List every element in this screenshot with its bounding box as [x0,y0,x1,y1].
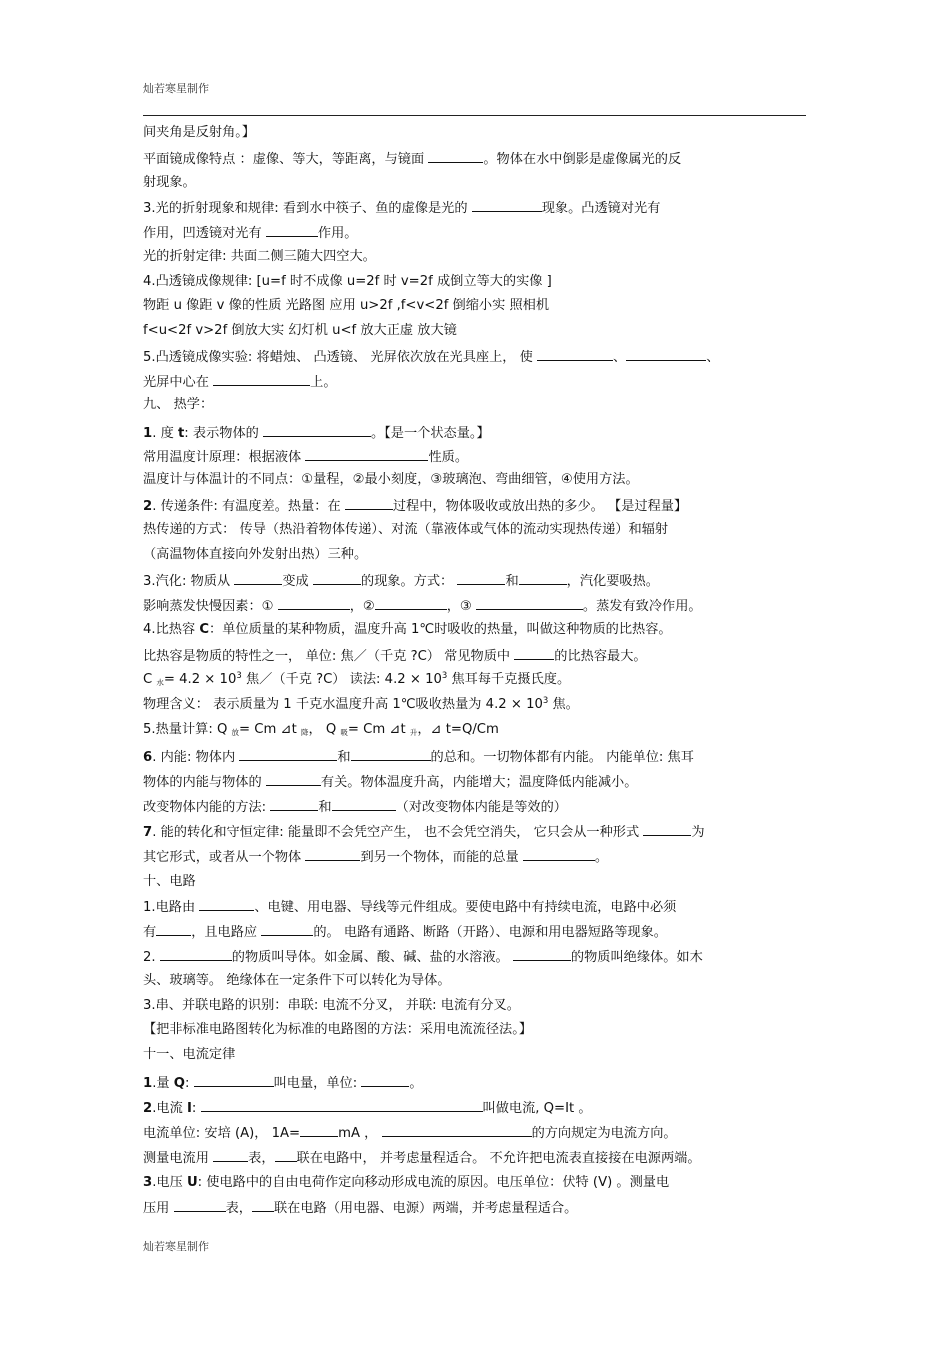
fill-in-blank[interactable] [300,1123,338,1137]
text-segment: 7 [143,825,153,840]
text-segment: 的。 电路有通路、断路（开路）、电源和用电器短路等现象。 [313,925,667,940]
text-segment: 物理含义： 表示质量为 1 千克水温度升高 1℃吸收热量为 4.2 × 10 [143,697,543,712]
fill-in-blank[interactable] [361,1073,409,1087]
text-segment: = 4.2 × 10 [163,672,237,687]
text-segment: 物体的内能与物体的 [143,775,266,790]
text-segment: 1 [143,426,153,441]
text-segment: 测量电流用 [143,1151,214,1166]
text-segment: I [186,1101,192,1116]
text-segment: ，汽化要吸热。 [566,574,659,589]
text-segment: 光屏中心在 [143,375,214,390]
text-line [143,922,667,942]
text-line [143,1198,577,1218]
text-segment: 上。 [310,375,337,390]
text-segment: 影响蒸发快慢因素：① [143,599,278,614]
page-footer: 灿若寒星制作 [143,1240,209,1253]
text-segment: = Cm ⊿t [347,722,410,737]
text-line [143,873,196,891]
text-segment: t [177,426,185,441]
fill-in-blank[interactable] [213,1148,248,1162]
text-segment: （对改变物体内能是等效的） [395,800,567,815]
text-segment: 5.热量计算: Q [143,722,232,737]
text-line [143,396,213,414]
fill-in-blank[interactable] [199,897,254,911]
text-line [143,248,376,266]
fill-in-blank[interactable] [332,797,396,811]
text-segment: 焦耳每千克摄氏度。 [447,672,571,687]
text-line [143,1123,677,1143]
text-line [143,1098,592,1118]
text-segment: 射现象。 [143,175,196,190]
text-segment: 4.比热容 [143,622,200,637]
fill-in-blank[interactable] [194,1073,274,1087]
text-segment: 有关。物体温度升高，内能增大；温度降低内能减小。 [320,775,638,790]
text-segment: .电流 [152,1101,187,1116]
text-segment: 叫做电流, Q=It 。 [482,1101,592,1116]
text-segment: 的总和。一切物体都有内能。 内能单位: 焦耳 [430,750,694,765]
text-line [143,721,499,739]
text-segment: 和 [318,800,332,815]
text-segment: 其它形式，或者从一个物体 [143,850,306,865]
text-line [143,297,549,315]
text-line [143,471,639,489]
text-segment: 联在电路中， 并考虑量程适合。 不允许把电流表直接接在电源两端。 [296,1151,701,1166]
text-segment: 的现象。方式： [360,574,458,589]
text-segment: 头、玻璃等。 绝缘体在一定条件下可以转化为导体。 [143,973,451,988]
text-segment: 有 [143,925,157,940]
text-line [143,447,468,467]
fill-in-blank[interactable] [472,198,542,212]
text-segment: 物距 u 像距 v 像的性质 光路图 应用 u>2f ,f<v<2f 倒缩小实 照相机 [143,298,550,313]
superscript: 3 [542,696,549,706]
text-segment: 压用 [143,1201,174,1216]
text-segment: 作用。 [317,226,358,241]
text-segment: 。 [594,850,609,865]
text-segment: 比热容是物质的特性之一， 单位: 焦／（千克 ?C） 常见物质中 [143,649,515,664]
text-segment: ，⊿ t=Q/Cm [417,722,499,737]
fill-in-blank[interactable] [305,447,428,461]
subscript: 升 [409,728,418,737]
fill-in-blank[interactable] [519,571,567,585]
text-segment: 联在电路（用电器、电源）两端，并考虑量程适合。 [273,1201,578,1216]
text-segment: 变成 [282,574,313,589]
fill-in-blank[interactable] [513,947,571,961]
text-line [143,124,255,142]
text-segment: 的物质叫绝缘体。如木 [570,950,703,965]
fill-in-blank[interactable] [261,922,313,936]
text-line [143,174,196,192]
text-segment: mA ， [338,1126,382,1141]
text-segment: 的比热容最大。 [554,649,647,664]
fill-in-blank[interactable] [239,747,337,761]
fill-in-blank[interactable] [643,822,691,836]
text-segment: 焦／（千克 ?C） 读法: 4.2 × 10 [241,672,442,687]
fill-in-blank[interactable] [351,747,431,761]
text-line [143,546,367,564]
text-line [143,1073,423,1093]
text-line [143,1148,701,1168]
text-segment: 平面镜成像特点 ：虚像、等大，等距离，与镜面 [143,152,429,167]
text-line [143,646,647,666]
text-segment: : 使电路中的自由电荷作定向移动形成电流的原因。电压单位：伏特 (V) 。测量电 [197,1175,670,1190]
text-segment: 电流单位: 安培 (A)， 1A= [143,1126,301,1141]
fill-in-blank[interactable] [156,922,191,936]
text-segment: 表， [248,1151,275,1166]
text-segment: 间夹角是反射角。】 [143,125,256,140]
fill-in-blank[interactable] [275,1148,297,1162]
text-line [143,1174,669,1192]
fill-in-blank[interactable] [626,347,706,361]
fill-in-blank[interactable] [382,1123,532,1137]
text-line [143,997,520,1015]
text-segment: 的方向规定为电流方向。 [531,1126,677,1141]
fill-in-blank[interactable] [313,571,361,585]
text-segment: 、电键、用电器、导线等元件组成。要使电路中有持续电流，电路中必须 [254,900,677,915]
text-segment: （高温物体直接向外发射出热）三种。 [143,547,368,562]
text-segment: 性质。 [428,450,469,465]
fill-in-blank[interactable] [213,372,310,386]
text-segment: 3.串、并联电路的识别：串联: 电流不分叉， 并联: 电流有分叉。 [143,998,520,1013]
text-line [143,972,451,990]
text-line [143,372,337,392]
text-line [143,149,681,169]
text-segment: 焦。 [548,697,579,712]
text-line [143,596,702,616]
text-segment: . 能的转化和守恒定律: 能量即不会凭空产生， 也不会凭空消失， 它只会从一种形式 [152,825,644,840]
fill-in-blank[interactable] [234,571,282,585]
superscript: 3 [236,671,242,681]
fill-in-blank[interactable] [201,1098,483,1112]
text-line [143,1021,532,1039]
fill-in-blank[interactable] [263,423,371,437]
text-segment: : [191,1101,201,1116]
text-segment: U [186,1175,198,1190]
fill-in-blank[interactable] [174,1198,226,1212]
text-segment: C [143,672,157,687]
text-line [143,947,703,967]
subscript: 降 [300,728,309,737]
text-line [143,621,672,639]
text-segment: C [199,622,210,637]
text-segment: 十、电路 [143,874,196,889]
text-line [143,198,660,218]
text-segment: 3 [143,1175,153,1190]
text-segment: .电压 [152,1175,187,1190]
fill-in-blank[interactable] [345,496,393,510]
text-segment: 到另一个物体，而能的总量 [360,850,523,865]
text-segment: ，② [349,599,375,614]
text-segment: 光的折射定律: 共面二侧三随大四空大。 [143,249,376,264]
text-segment: 十一、电流定律 [143,1047,236,1062]
text-segment: ， Q [308,722,341,737]
text-line [143,696,579,714]
fill-in-blank[interactable] [476,596,583,610]
fill-in-blank[interactable] [375,596,447,610]
text-segment: 的物质叫导体。如金属、酸、碱、盐的水溶液。 [231,950,513,965]
text-segment: ，③ [446,599,476,614]
fill-in-blank[interactable] [523,847,595,861]
text-segment: = Cm ⊿t [239,722,301,737]
fill-in-blank[interactable] [266,223,318,237]
text-line [143,223,357,243]
text-segment: 和 [337,750,351,765]
fill-in-blank[interactable] [270,797,318,811]
text-segment: 过程中，物体吸收或放出热的多少。 【是过程量】 [392,499,688,514]
text-segment: 3.光的折射现象和规律: 看到水中筷子、鱼的虚像是光的 [143,201,472,216]
text-segment: . 传递条件: 有温度差。热量：在 [152,499,345,514]
header-rule [143,115,806,116]
text-segment: 6 [143,750,153,765]
text-segment: 常用温度计原理：根据液体 [143,450,306,465]
text-segment: 2 [143,1101,153,1116]
text-line [143,423,490,443]
fill-in-blank[interactable] [305,847,360,861]
text-segment: 2. [143,950,160,965]
text-line [143,347,719,367]
text-segment: . 内能: 物体内 [152,750,240,765]
text-segment: 为 [691,825,705,840]
text-segment: f<u<2f v>2f 倒放大实 幻灯机 u<f 放大正虚 放大镜 [143,323,457,338]
text-line [143,772,637,792]
text-segment: 作用，凹透镜对光有 [143,226,266,241]
text-segment: 、 [613,350,627,365]
text-line [143,847,608,867]
text-line [143,521,668,539]
text-line [143,273,552,291]
text-segment: 。蒸发有致冷作用。 [582,599,702,614]
text-segment: 1 [143,1076,153,1091]
text-segment: Q [173,1076,185,1091]
text-segment: 热传递的方式： 传导（热沿着物体传递）、对流（靠液体或气体的流动实现热传递）和辐射 [143,522,669,537]
text-segment: : [184,1076,194,1091]
text-line [143,822,705,842]
text-segment: 表， [225,1201,252,1216]
text-segment: 【把非标准电路图转化为标准的电路图的方法：采用电流流径法。】 [143,1022,533,1037]
text-line [143,322,457,340]
fill-in-blank[interactable] [428,149,483,163]
text-line [143,1046,235,1064]
text-segment: 5.凸透镜成像实验: 将蜡烛、 凸透镜、 光屏依次放在光具座上， 使 [143,350,538,365]
fill-in-blank[interactable] [537,347,613,361]
superscript: 3 [441,671,448,681]
text-segment: 和 [505,574,519,589]
fill-in-blank[interactable] [457,571,505,585]
page-header: 灿若寒星制作 [143,82,209,95]
fill-in-blank[interactable] [160,947,232,961]
fill-in-blank[interactable] [278,596,350,610]
text-segment: 1.电路由 [143,900,200,915]
text-segment: ，且电路应 [191,925,262,940]
subscript: 水 [156,678,164,687]
subscript: 放 [231,728,240,737]
text-segment: . 度 [152,426,178,441]
text-line [143,571,659,591]
fill-in-blank[interactable] [514,646,554,660]
text-segment: 温度计与体温计的不同点：①量程，②最小刻度，③玻璃泡、弯曲细管，④使用方法。 [143,472,639,487]
text-segment: : 表示物体的 [184,426,264,441]
fill-in-blank[interactable] [266,772,321,786]
text-line [143,897,676,917]
text-segment: 4.凸透镜成像规律: [u=f 时不成像 u=2f 时 v=2f 成倒立等大的实像 ] [143,274,552,289]
text-line [143,496,687,516]
text-segment: .量 [152,1076,174,1091]
text-line [143,671,570,689]
text-segment: 、 [706,350,720,365]
text-segment: 九、 热学： [143,397,214,412]
text-segment: 改变物体内能的方法: [143,800,271,815]
text-line [143,747,694,767]
subscript: 吸 [340,728,348,737]
text-segment: 。 [409,1076,423,1091]
text-line [143,797,567,817]
text-segment: 3.汽化: 物质从 [143,574,235,589]
fill-in-blank[interactable] [252,1198,274,1212]
text-segment: 现象。凸透镜对光有 [541,201,661,216]
text-segment: 。物体在水中倒影是虚像属光的反 [483,152,682,167]
text-segment: 。【是一个状态量。】 [371,426,490,441]
text-segment: 叫电量，单位: [273,1076,362,1091]
text-segment: 2 [143,499,153,514]
text-segment: ：单位质量的某种物质，温度升高 1℃时吸收的热量，叫做这种物质的比热容。 [209,622,672,637]
